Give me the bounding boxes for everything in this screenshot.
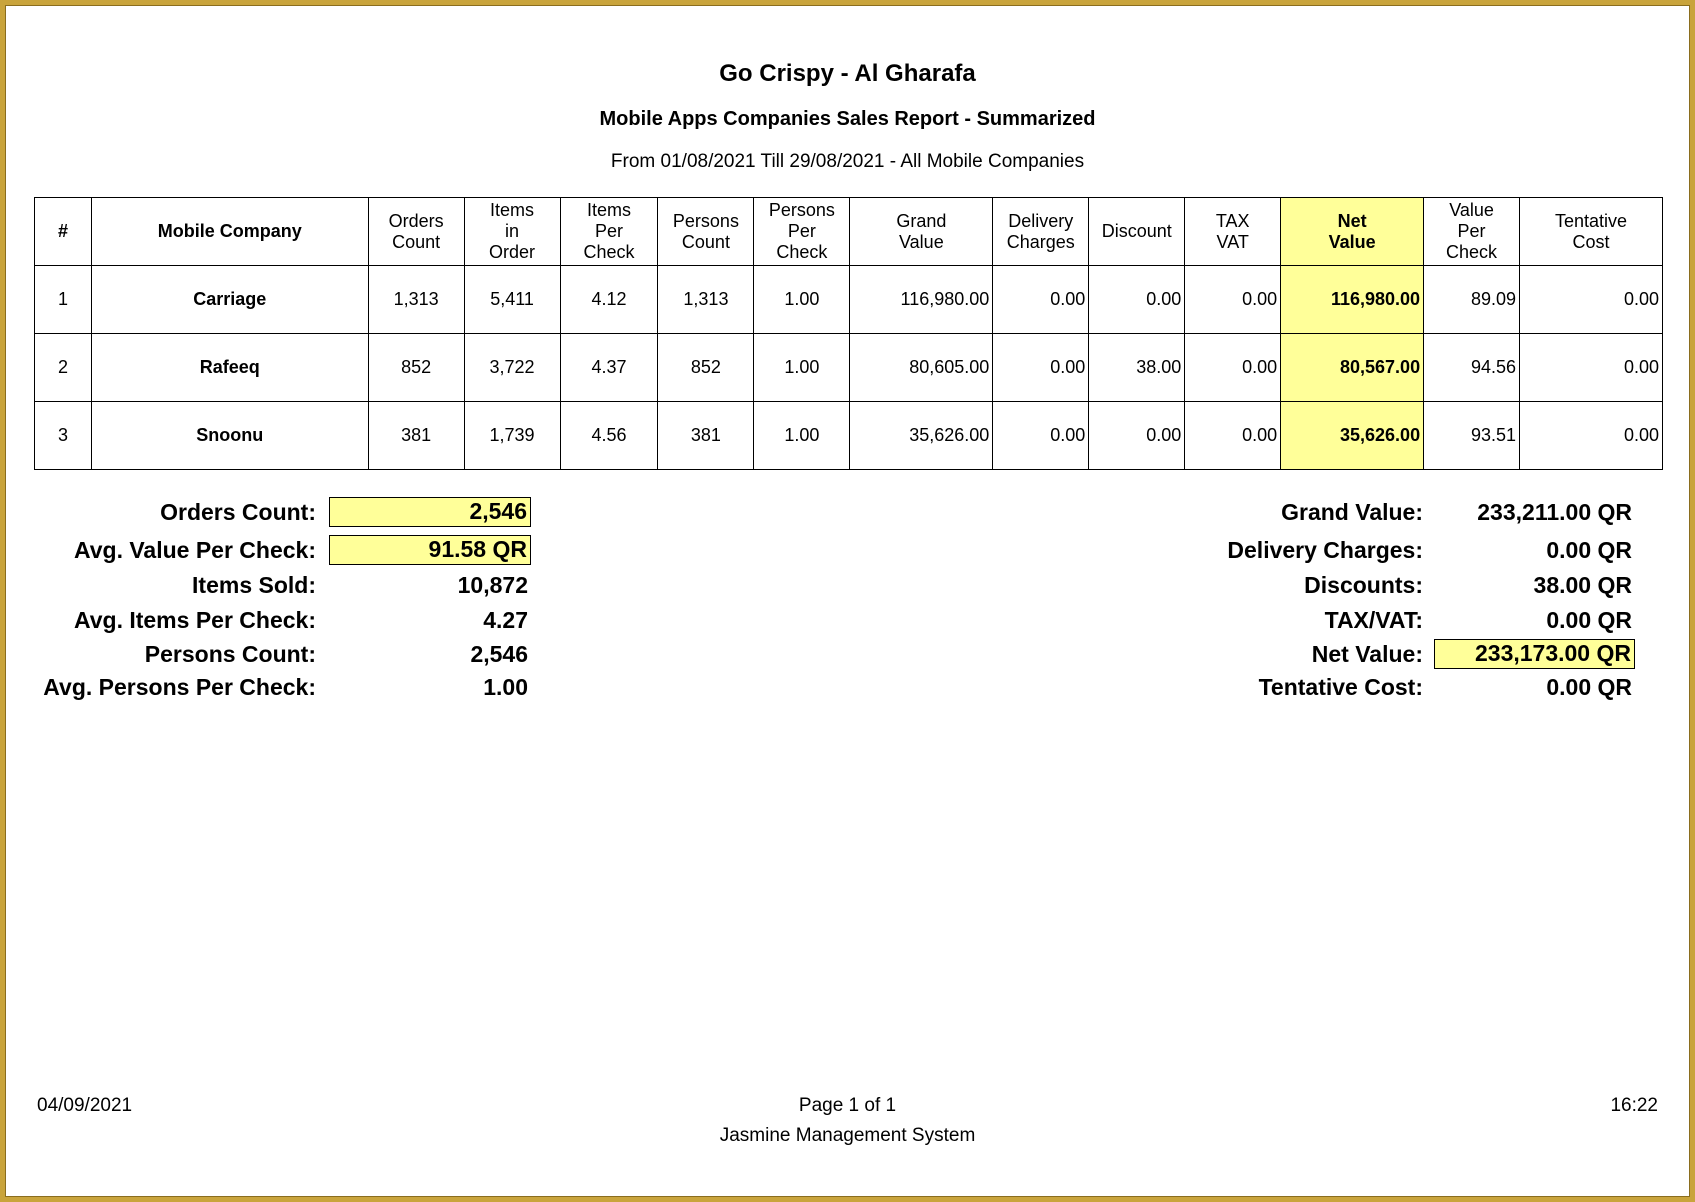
print-time: 16:22 xyxy=(1610,1095,1658,1116)
table-row xyxy=(35,334,1663,402)
company-name: Go Crispy - Al Gharafa xyxy=(719,60,976,87)
report-date-range: From 01/08/2021 Till 29/08/2021 - All Mobile Companies xyxy=(610,151,1085,172)
column-header-text: Net xyxy=(1337,210,1367,231)
cell-tax: 0.00 xyxy=(1185,266,1281,334)
summary-right-label: Grand Value: xyxy=(1281,499,1423,525)
cell-persons-per-check: 1.00 xyxy=(754,334,850,402)
column-header-hash xyxy=(35,198,92,266)
column-header-text: Persons xyxy=(768,200,835,220)
report-title: Mobile Apps Companies Sales Report - Summarized xyxy=(599,108,1096,130)
column-header-text: Persons xyxy=(672,210,739,231)
summary-right-label: Delivery Charges: xyxy=(1227,537,1423,563)
cell-items: 5,411 xyxy=(464,266,560,334)
column-header-grand-value xyxy=(850,198,993,266)
column-header-text: Items xyxy=(490,200,535,220)
column-header-text: Charges xyxy=(1006,231,1075,252)
column-header-text: Value xyxy=(899,231,944,252)
sales-table xyxy=(34,197,1663,470)
summary-right-label: Discounts: xyxy=(1304,572,1423,598)
summary-left-label: Orders Count: xyxy=(160,499,316,525)
column-header-items-per-check xyxy=(560,198,658,266)
summary-left-label: Avg. Persons Per Check: xyxy=(43,674,316,700)
column-header-text: Check xyxy=(776,242,828,262)
cell-num: 3 xyxy=(35,402,92,470)
cell-persons-per-check: 1.00 xyxy=(754,402,850,470)
summary-right-value: 38.00 QR xyxy=(1533,572,1632,598)
cell-items: 3,722 xyxy=(464,334,560,402)
summary-left-label: Avg. Value Per Check: xyxy=(73,537,316,563)
system-name: Jasmine Management System xyxy=(719,1125,976,1146)
column-header-text: TAX xyxy=(1215,210,1250,231)
column-header-text: Per xyxy=(787,221,816,241)
column-header-text: Value xyxy=(1328,231,1376,252)
column-header-tentative-cost xyxy=(1520,198,1663,266)
column-header-text: Delivery xyxy=(1008,210,1074,231)
summary-left-value: 4.27 xyxy=(483,607,528,633)
column-header-text: Check xyxy=(583,242,635,262)
cell-discount: 0.00 xyxy=(1089,266,1185,334)
cell-tax: 0.00 xyxy=(1185,334,1281,402)
cell-items-per-check: 4.37 xyxy=(560,334,658,402)
cell-discount: 0.00 xyxy=(1089,402,1185,470)
cell-items-per-check: 4.56 xyxy=(560,402,658,470)
cell-orders: 1,313 xyxy=(368,266,464,334)
summary-left-label: Avg. Items Per Check: xyxy=(73,607,316,633)
cell-tentative: 0.00 xyxy=(1520,334,1663,402)
cell-num: 1 xyxy=(35,266,92,334)
page-number: Page 1 of 1 xyxy=(798,1095,897,1116)
cell-persons: 852 xyxy=(658,334,754,402)
column-header-text: # xyxy=(57,221,68,241)
summary-left-value: 10,872 xyxy=(457,572,528,598)
column-header-orders-count xyxy=(368,198,464,266)
column-header-text: Mobile Company xyxy=(157,221,302,241)
cell-delivery: 0.00 xyxy=(993,402,1089,470)
summary-right-value: 0.00 QR xyxy=(1546,607,1632,633)
summary-left-label: Items Sold: xyxy=(192,572,316,598)
column-header-text: Per xyxy=(1457,221,1486,241)
summary-left-value: 91.58 QR xyxy=(329,535,531,565)
cell-items-per-check: 4.12 xyxy=(560,266,658,334)
column-header-delivery-charges xyxy=(993,198,1089,266)
column-header-text: Per xyxy=(594,221,623,241)
cell-delivery: 0.00 xyxy=(993,334,1089,402)
column-header-text: Tentative xyxy=(1554,210,1628,231)
summary-left-value: 1.00 xyxy=(483,674,528,700)
column-header-tax-vat xyxy=(1185,198,1281,266)
cell-num: 2 xyxy=(35,334,92,402)
cell-company: Snoonu xyxy=(91,402,368,470)
summary-left-value: 2,546 xyxy=(470,641,528,667)
cell-delivery: 0.00 xyxy=(993,266,1089,334)
cell-orders: 381 xyxy=(368,402,464,470)
table-header-row xyxy=(35,198,1663,266)
column-header-text: Discount xyxy=(1101,221,1172,241)
cell-net: 80,567.00 xyxy=(1281,334,1424,402)
cell-tax: 0.00 xyxy=(1185,402,1281,470)
cell-items: 1,739 xyxy=(464,402,560,470)
column-header-text: Orders xyxy=(388,210,444,231)
column-header-text: Cost xyxy=(1572,231,1610,252)
cell-value-per-check: 93.51 xyxy=(1424,402,1520,470)
summary-left-value: 2,546 xyxy=(329,497,531,527)
cell-orders: 852 xyxy=(368,334,464,402)
cell-company: Carriage xyxy=(91,266,368,334)
summary-left-label: Persons Count: xyxy=(144,641,316,667)
column-header-text: Check xyxy=(1446,242,1498,262)
summary-right-value: 233,173.00 QR xyxy=(1434,639,1635,669)
cell-persons-per-check: 1.00 xyxy=(754,266,850,334)
cell-tentative: 0.00 xyxy=(1520,266,1663,334)
column-header-text: Order xyxy=(489,242,536,262)
summary-right-label: TAX/VAT: xyxy=(1324,607,1423,633)
column-header-text: VAT xyxy=(1216,231,1249,252)
column-header-text: in xyxy=(505,221,520,241)
cell-value-per-check: 94.56 xyxy=(1424,334,1520,402)
column-header-text: Count xyxy=(392,231,441,252)
column-header-items-in-order xyxy=(464,198,560,266)
cell-persons: 381 xyxy=(658,402,754,470)
cell-grand: 80,605.00 xyxy=(850,334,993,402)
table-row xyxy=(35,402,1663,470)
cell-persons: 1,313 xyxy=(658,266,754,334)
column-header-text: Count xyxy=(681,231,730,252)
cell-grand: 35,626.00 xyxy=(850,402,993,470)
column-header-value-per-check xyxy=(1424,198,1520,266)
cell-net: 35,626.00 xyxy=(1281,402,1424,470)
column-header-persons-count xyxy=(658,198,754,266)
cell-company: Rafeeq xyxy=(91,334,368,402)
summary-right-value: 0.00 QR xyxy=(1546,537,1632,563)
table-row xyxy=(35,266,1663,334)
cell-grand: 116,980.00 xyxy=(850,266,993,334)
print-date: 04/09/2021 xyxy=(37,1095,133,1116)
summary-right-value: 0.00 QR xyxy=(1546,674,1632,700)
summary-right-label: Net Value: xyxy=(1311,641,1423,667)
column-header-net-value xyxy=(1281,198,1424,266)
cell-value-per-check: 89.09 xyxy=(1424,266,1520,334)
cell-discount: 38.00 xyxy=(1089,334,1185,402)
summary-right-label: Tentative Cost: xyxy=(1258,674,1423,700)
column-header-text: Value xyxy=(1449,200,1494,220)
column-header-company xyxy=(91,198,368,266)
column-header-persons-per-check xyxy=(754,198,850,266)
cell-net: 116,980.00 xyxy=(1281,266,1424,334)
summary-right-value: 233,211.00 QR xyxy=(1477,499,1632,525)
column-header-discount xyxy=(1089,198,1185,266)
cell-tentative: 0.00 xyxy=(1520,402,1663,470)
column-header-text: Items xyxy=(586,200,631,220)
column-header-text: Grand xyxy=(896,210,947,231)
